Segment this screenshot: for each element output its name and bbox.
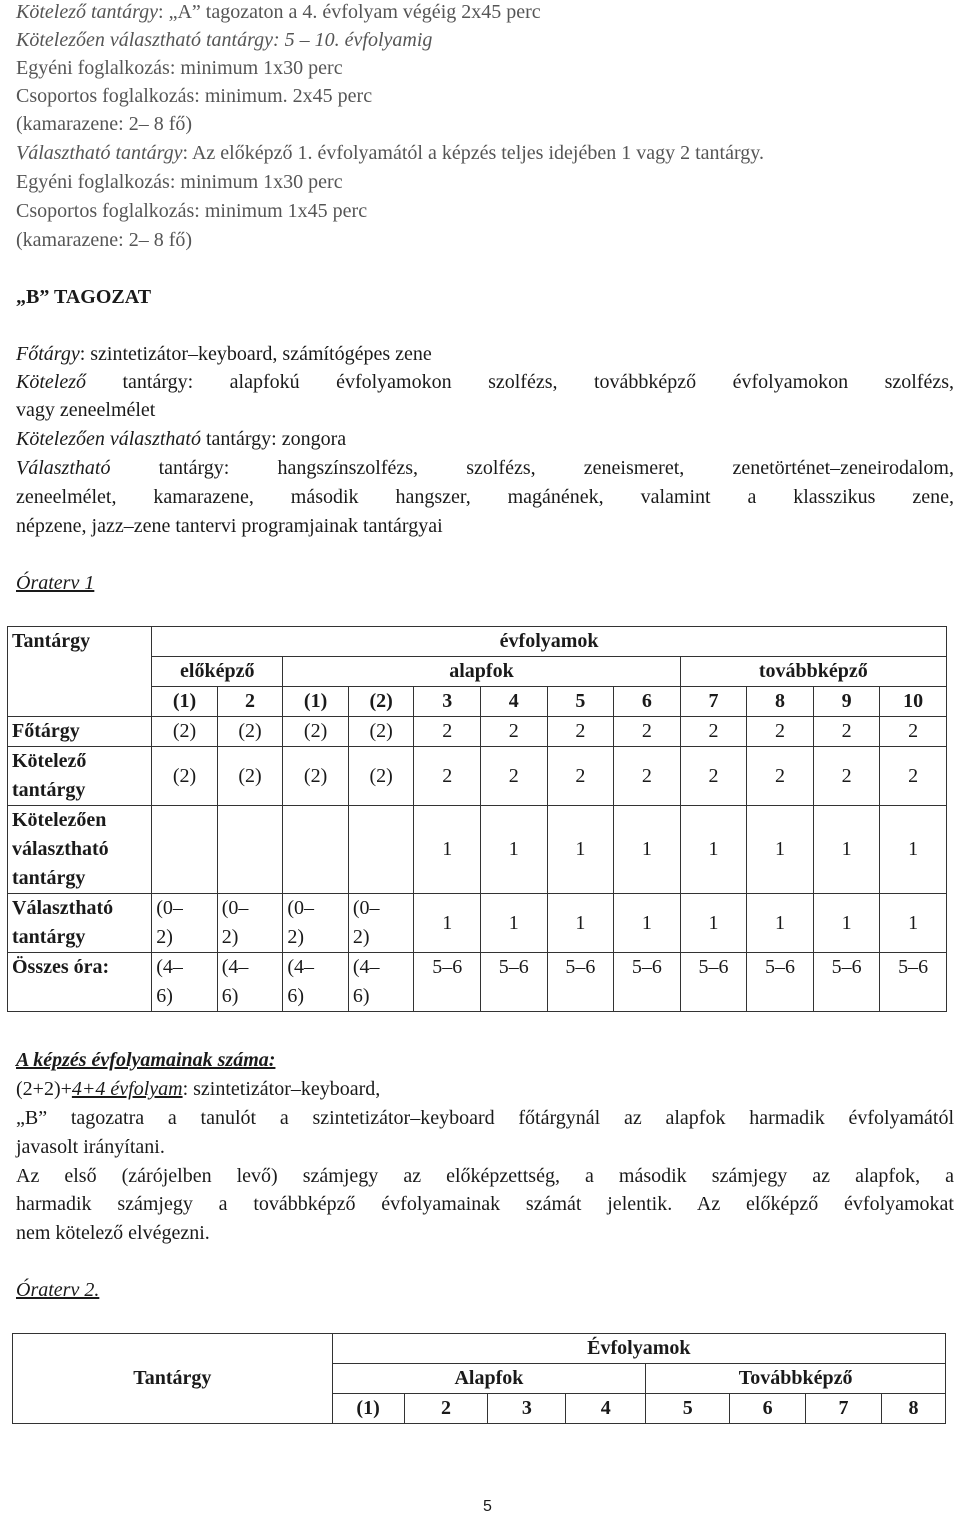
oraterv1-value-cell: 5–6 xyxy=(547,953,614,1012)
b-valaszthato-line-3: népzene, jazz–zene tantervi programjainak tantárgyai xyxy=(16,515,443,537)
oraterv1-value-cell: 1 xyxy=(414,894,481,953)
oraterv1-value-cell: (2) xyxy=(217,747,283,806)
after-p2-line-1-end: a xyxy=(945,1165,955,1187)
oraterv1-value-cell: 1 xyxy=(547,894,614,953)
intro-kotelezo-label: Kötelező tantárgy xyxy=(16,1,159,23)
oraterv1-value-cell: 1 xyxy=(813,806,880,894)
oraterv1-value-cell: 1 xyxy=(614,806,681,894)
oraterv1-row-label xyxy=(8,894,152,953)
oraterv1-row-label-line: Főtárgy xyxy=(12,720,80,742)
oraterv2-grade-cell: 5 xyxy=(646,1394,730,1424)
oraterv1-value-cell: (0– 2) xyxy=(348,894,414,953)
after-p2-line-1 xyxy=(16,1162,954,1191)
oraterv1-value-cell: 2 xyxy=(747,717,814,747)
oraterv2-grade-cell: (1) xyxy=(332,1394,404,1424)
intro-kamara-2: (kamarazene: 2– 8 fő) xyxy=(16,229,193,251)
oraterv1-value-cell: 1 xyxy=(547,806,614,894)
after-p1-line-2: javasolt irányítani. xyxy=(16,1136,165,1158)
oraterv1-value-cell: (2) xyxy=(348,717,414,747)
b-kotelezo-text-1: tantárgy: alapfokú évfolyamokon szolfézs, továbbképző évfolyamokon szolfézs, xyxy=(86,371,954,393)
oraterv2-group-tovabbkepzo: Továbbképző xyxy=(646,1364,946,1394)
page-number: 5 xyxy=(483,1498,492,1515)
b-kotelezo-line-1 xyxy=(16,368,954,397)
oraterv1-header-row xyxy=(8,627,947,657)
oraterv1-value-cell: 2 xyxy=(680,747,747,806)
intro-valaszthato-text: : Az előképző 1. évfolyamától a képzés teljes idejében 1 vagy 2 tantárgy. xyxy=(182,142,764,164)
oraterv1-grade-cell: 7 xyxy=(680,687,747,717)
oraterv1-value-cell: 5–6 xyxy=(414,953,481,1012)
oraterv1-value-cell: 5–6 xyxy=(614,953,681,1012)
oraterv1-grade-cell: 6 xyxy=(614,687,681,717)
oraterv1-value-cell: 2 xyxy=(547,747,614,806)
oraterv1-value-cell: 2 xyxy=(880,747,947,806)
oraterv1-value-cell: 1 xyxy=(680,894,747,953)
b-kotval-line xyxy=(16,425,346,453)
after-p2-line-1-text: Az első (zárójelben levő) számjegy az előképzettség, a második számjegy az alapfok, xyxy=(16,1165,921,1187)
oraterv1-row-label-line: Kötelező xyxy=(12,750,87,772)
oraterv1-grade-cell: (1) xyxy=(152,687,218,717)
oraterv1-row-label-line: tantárgy xyxy=(12,867,86,889)
oraterv1-value-cell: 5–6 xyxy=(880,953,947,1012)
oraterv1-grade-cell: (1) xyxy=(283,687,349,717)
oraterv1-value-cell: 1 xyxy=(880,894,947,953)
b-valaszthato-line-2: zeneelmélet, kamarazene, második hangszer, magánének, valamint a klasszikus zene, xyxy=(16,486,954,508)
oraterv1-value-cell: 2 xyxy=(480,747,547,806)
intro-csoport-1: Csoportos foglalkozás: minimum. 2x45 perc xyxy=(16,85,373,107)
intro-egyeni-2: Egyéni foglalkozás: minimum 1x30 perc xyxy=(16,171,343,193)
oraterv2-header-tantargy: Tantárgy xyxy=(13,1334,333,1424)
oraterv1-value-cell: 2 xyxy=(614,717,681,747)
oraterv1-value-cell xyxy=(348,806,414,894)
b-kotval-label: Kötelezően választható xyxy=(16,428,201,450)
oraterv1-value-cell: (4– 6) xyxy=(283,953,349,1012)
oraterv1-value-cell: 2 xyxy=(614,747,681,806)
oraterv1-row xyxy=(8,717,947,747)
oraterv2-grade-cell: 3 xyxy=(488,1394,566,1424)
oraterv1-row-label-line: Választható xyxy=(12,897,114,919)
oraterv1-value-cell: 5–6 xyxy=(680,953,747,1012)
oraterv1-grade-cell: 9 xyxy=(813,687,880,717)
oraterv1-value-cell: 1 xyxy=(880,806,947,894)
oraterv1-value-cell: 2 xyxy=(414,747,481,806)
oraterv1-value-cell: (2) xyxy=(217,717,283,747)
oraterv1-row-label xyxy=(8,953,152,1012)
oraterv1-value-cell xyxy=(217,806,283,894)
oraterv1-header-tantargy: Tantárgy xyxy=(8,627,152,717)
oraterv1-row xyxy=(8,894,947,953)
oraterv1-value-cell: 1 xyxy=(813,894,880,953)
oraterv1-group-tovabbkepzo: továbbképző xyxy=(680,657,946,687)
oraterv1-value-cell: 5–6 xyxy=(747,953,814,1012)
oraterv2-grade-cell: 2 xyxy=(404,1394,488,1424)
intro-valaszthato-line xyxy=(16,139,764,167)
after-heading: A képzés évfolyamainak száma: xyxy=(16,1049,276,1071)
oraterv1-value-cell: (0– 2) xyxy=(283,894,349,953)
oraterv1-grade-cell: 3 xyxy=(414,687,481,717)
oraterv1-value-cell: (2) xyxy=(152,717,218,747)
oraterv1-value-cell: (2) xyxy=(283,717,349,747)
oraterv1-group-alapfok: alapfok xyxy=(283,657,680,687)
after-line-1 xyxy=(16,1075,380,1103)
oraterv2-grade-cell: 7 xyxy=(806,1394,882,1424)
oraterv1-row xyxy=(8,953,947,1012)
oraterv1-value-cell: (4– 6) xyxy=(348,953,414,1012)
b-fotargy-label: Főtárgy xyxy=(16,343,80,365)
oraterv1-title: Óraterv 1 xyxy=(16,572,95,594)
oraterv1-header-evfolyamok: évfolyamok xyxy=(152,627,947,657)
oraterv1-value-cell: 2 xyxy=(747,747,814,806)
oraterv1-value-cell: 2 xyxy=(880,717,947,747)
after-p1-line-1: „B” tagozatra a tanulót a szintetizátor–keyboard főtárgynál az alapfok harmadik évfolyamától xyxy=(16,1107,954,1129)
oraterv1-value-cell: (2) xyxy=(152,747,218,806)
oraterv1-row-label-line: tantárgy xyxy=(12,926,86,948)
oraterv1-row-label-line: választható xyxy=(12,838,109,860)
oraterv1-value-cell: (4– 6) xyxy=(217,953,283,1012)
oraterv2-group-alapfok: Alapfok xyxy=(332,1364,646,1394)
intro-kamara-1: (kamarazene: 2– 8 fő) xyxy=(16,113,193,135)
oraterv1-row-label-line: Összes óra: xyxy=(12,956,110,978)
oraterv1-value-cell: 2 xyxy=(813,717,880,747)
oraterv1-value-cell: 2 xyxy=(547,717,614,747)
b-tagozat-heading: „B” TAGOZAT xyxy=(16,286,152,308)
oraterv1-value-cell: 1 xyxy=(414,806,481,894)
oraterv1-group-elokepzo: előképző xyxy=(152,657,283,687)
oraterv1-value-cell: 5–6 xyxy=(813,953,880,1012)
intro-kotval-line: Kötelezően választható tantárgy: 5 – 10. évfolyamig xyxy=(16,29,433,51)
oraterv1-value-cell: 1 xyxy=(480,894,547,953)
b-kotelezo-line-2: vagy zeneelmélet xyxy=(16,399,156,421)
oraterv1-value-cell: 1 xyxy=(480,806,547,894)
oraterv2-title: Óraterv 2. xyxy=(16,1279,100,1301)
oraterv1-row-label xyxy=(8,806,152,894)
oraterv1-value-cell: 1 xyxy=(614,894,681,953)
oraterv1-value-cell: 2 xyxy=(680,717,747,747)
oraterv1-value-cell xyxy=(152,806,218,894)
after-line-1-b: 4+4 évfolyam xyxy=(71,1078,183,1100)
oraterv1-row-label xyxy=(8,717,152,747)
b-kotelezo-label: Kötelező xyxy=(16,371,86,393)
oraterv1-row-label xyxy=(8,747,152,806)
oraterv1-value-cell: 1 xyxy=(747,894,814,953)
b-valaszthato-line-1 xyxy=(16,454,954,483)
intro-egyeni-1: Egyéni foglalkozás: minimum 1x30 perc xyxy=(16,57,343,79)
after-line-1-a: (2+2)+ xyxy=(16,1078,72,1100)
oraterv1-value-cell: 5–6 xyxy=(480,953,547,1012)
intro-kotelezo-text: : „A” tagozaton a 4. évfolyam végéig 2x45 perc xyxy=(158,1,541,23)
after-p2-line-3: nem kötelező elvégezni. xyxy=(16,1222,210,1244)
oraterv1-row-label-line: tantárgy xyxy=(12,779,86,801)
oraterv1-grade-cell: 10 xyxy=(880,687,947,717)
oraterv2-header-row xyxy=(13,1334,946,1364)
oraterv1-value-cell xyxy=(283,806,349,894)
oraterv2-header-evfolyamok: Évfolyamok xyxy=(332,1334,945,1364)
oraterv1-row xyxy=(8,747,947,806)
oraterv1-grade-cell: 4 xyxy=(480,687,547,717)
oraterv1-value-cell: 1 xyxy=(747,806,814,894)
oraterv1-grade-cell: 5 xyxy=(547,687,614,717)
oraterv2-grade-cell: 4 xyxy=(566,1394,646,1424)
intro-kotelezo-line xyxy=(16,0,541,26)
after-p2-line-2: harmadik számjegy a továbbképző évfolyamainak számát jelentik. Az előképző évfolyamokat xyxy=(16,1193,954,1215)
oraterv1-row xyxy=(8,806,947,894)
oraterv1-table xyxy=(7,626,947,1012)
b-fotargy-text: : szintetizátor–keyboard, számítógépes zene xyxy=(79,343,432,365)
oraterv1-grade-cell: (2) xyxy=(348,687,414,717)
oraterv1-value-cell: (2) xyxy=(348,747,414,806)
oraterv2-grade-cell: 8 xyxy=(882,1394,946,1424)
oraterv1-value-cell: 1 xyxy=(680,806,747,894)
oraterv2-table xyxy=(12,1333,946,1424)
after-line-1-c: : szintetizátor–keyboard, xyxy=(182,1078,381,1100)
oraterv2-grade-cell: 6 xyxy=(730,1394,806,1424)
oraterv1-grade-cell: 8 xyxy=(747,687,814,717)
oraterv1-grade-cell: 2 xyxy=(217,687,283,717)
b-kotval-text: tantárgy: zongora xyxy=(200,428,347,450)
b-fotargy-line xyxy=(16,340,432,368)
intro-csoport-2: Csoportos foglalkozás: minimum 1x45 perc xyxy=(16,200,368,222)
oraterv1-value-cell: 2 xyxy=(480,717,547,747)
oraterv1-value-cell: (0– 2) xyxy=(217,894,283,953)
oraterv1-value-cell: (0– 2) xyxy=(152,894,218,953)
oraterv1-value-cell: (4– 6) xyxy=(152,953,218,1012)
oraterv1-value-cell: (2) xyxy=(283,747,349,806)
oraterv1-value-cell: 2 xyxy=(414,717,481,747)
oraterv1-row-label-line: Kötelezően xyxy=(12,809,107,831)
oraterv1-value-cell: 2 xyxy=(813,747,880,806)
b-valaszthato-text-1: tantárgy: hangszínszolfézs, szolfézs, zeneismeret, zenetörténet–zeneirodalom, xyxy=(110,457,954,479)
b-valaszthato-label: Választható xyxy=(16,457,111,479)
intro-valaszthato-label: Választható tantárgy xyxy=(16,142,183,164)
